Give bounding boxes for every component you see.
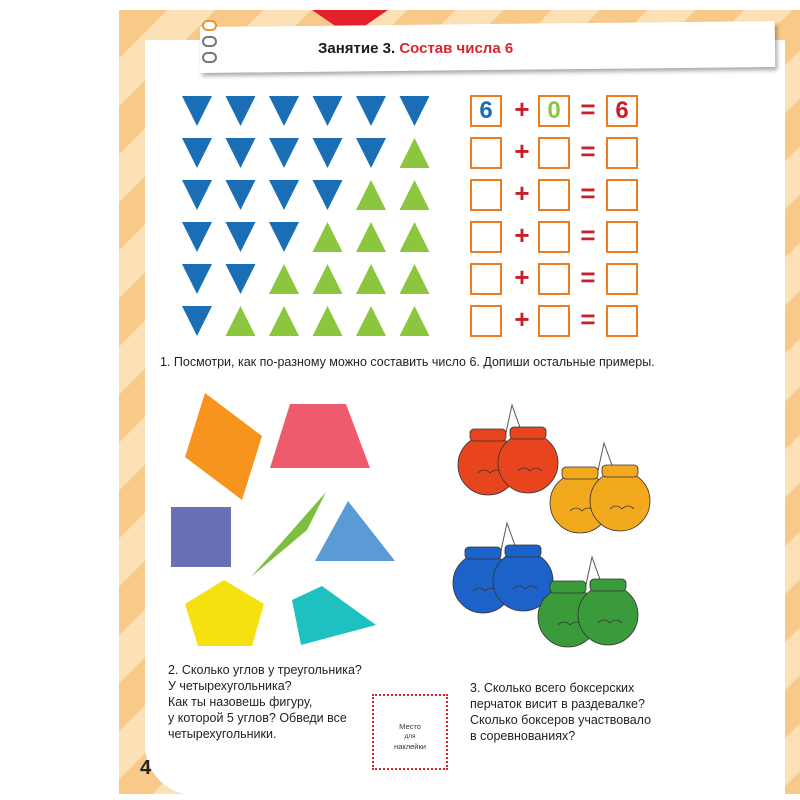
- answer-box[interactable]: [470, 137, 502, 169]
- answer-box[interactable]: [470, 305, 502, 337]
- task3-text: [470, 680, 651, 744]
- equation-row: [470, 305, 640, 337]
- blue-triangle: [226, 264, 256, 294]
- blue-triangle: [226, 138, 256, 168]
- geometric-shapes: [165, 388, 405, 653]
- equation-row: [470, 221, 640, 253]
- answer-box[interactable]: [606, 137, 638, 169]
- answer-box[interactable]: [606, 305, 638, 337]
- green-triangle: [400, 264, 430, 294]
- triangle-grid: [170, 88, 430, 343]
- quadrilateral-shape[interactable]: [292, 586, 376, 645]
- red-glove-pair[interactable]: [458, 405, 558, 495]
- task2-line: у которой 5 углов? Обведи все: [168, 711, 347, 725]
- sticker-label: для: [404, 733, 416, 740]
- green-triangle: [313, 306, 343, 336]
- triangle-shape[interactable]: [315, 501, 395, 561]
- answer-box[interactable]: [606, 179, 638, 211]
- answer-box[interactable]: [606, 263, 638, 295]
- pentagon-shape[interactable]: [185, 580, 264, 646]
- blue-triangle: [182, 264, 212, 294]
- blue-triangle: [182, 96, 212, 126]
- binder-ring-icon: [202, 20, 217, 31]
- green-triangle: [356, 306, 386, 336]
- green-triangle: [400, 138, 430, 168]
- answer-box[interactable]: [538, 179, 570, 211]
- sticker-label: Место: [399, 722, 421, 731]
- plus-sign: +: [514, 262, 530, 292]
- answer-box[interactable]: 6: [606, 95, 638, 127]
- answer-box[interactable]: [470, 179, 502, 211]
- trapezoid-shape[interactable]: [270, 404, 370, 468]
- blue-triangle: [226, 96, 256, 126]
- green-triangle: [356, 222, 386, 252]
- task2-line: У четырехугольника?: [168, 679, 292, 693]
- blue-triangle: [182, 222, 212, 252]
- equals-sign: =: [580, 178, 596, 208]
- task2-line: 2. Сколько углов у треугольника?: [168, 663, 362, 677]
- blue-triangle: [269, 138, 299, 168]
- plus-sign: +: [514, 304, 530, 334]
- task1-text: 1. Посмотри, как по-разному можно составить число 6. Допиши остальные примеры.: [160, 355, 655, 369]
- thin-triangle-shape[interactable]: [251, 492, 326, 577]
- square-shape[interactable]: [171, 507, 231, 567]
- blue-triangle: [226, 222, 256, 252]
- blue-triangle: [356, 138, 386, 168]
- answer-box[interactable]: [538, 221, 570, 253]
- blue-triangle: [182, 306, 212, 336]
- answer-box[interactable]: [470, 263, 502, 295]
- sticker-place[interactable]: [372, 694, 448, 770]
- boxing-gloves-illustration: [440, 395, 660, 665]
- equation-row: [470, 137, 640, 169]
- yellow-glove-pair[interactable]: [550, 443, 650, 533]
- answer-box[interactable]: [538, 137, 570, 169]
- green-triangle: [313, 222, 343, 252]
- plus-sign: +: [514, 178, 530, 208]
- page-number: 4: [140, 757, 152, 779]
- task2-line: четырехугольники.: [168, 727, 277, 741]
- sticker-label: наклейки: [394, 742, 426, 751]
- equation-row: [470, 95, 640, 127]
- lesson-topic: Состав числа 6: [399, 40, 514, 57]
- blue-triangle: [182, 180, 212, 210]
- equation-row: [470, 179, 640, 211]
- answer-box[interactable]: 6: [470, 95, 502, 127]
- lesson-label: Занятие 3.: [318, 40, 396, 57]
- blue-triangle: [269, 180, 299, 210]
- answer-box[interactable]: [606, 221, 638, 253]
- binder-ring-icon: [202, 36, 217, 47]
- task3-line: Сколько боксеров участвовало: [470, 713, 652, 727]
- answer-box[interactable]: [470, 221, 502, 253]
- task2-text: [168, 662, 362, 742]
- blue-triangle: [356, 96, 386, 126]
- task2-line: Как ты назовешь фигуру,: [168, 695, 313, 709]
- equals-sign: =: [580, 220, 596, 250]
- green-triangle: [226, 306, 256, 336]
- green-triangle: [269, 306, 299, 336]
- equals-sign: =: [580, 136, 596, 166]
- green-triangle: [356, 264, 386, 294]
- green-glove-pair[interactable]: [538, 557, 638, 647]
- blue-triangle: [182, 138, 212, 168]
- answer-box[interactable]: 0: [538, 95, 570, 127]
- task3-line: в соревнованиях?: [470, 729, 576, 743]
- green-triangle: [400, 222, 430, 252]
- green-triangle: [400, 306, 430, 336]
- blue-triangle: [313, 180, 343, 210]
- rhombus-shape[interactable]: [185, 393, 262, 500]
- equals-sign: =: [580, 94, 596, 124]
- green-triangle: [356, 180, 386, 210]
- blue-triangle: [226, 180, 256, 210]
- equals-sign: =: [580, 262, 596, 292]
- plus-sign: +: [514, 220, 530, 250]
- lesson-title: [318, 40, 513, 57]
- equation-row: [470, 263, 640, 295]
- green-triangle: [269, 264, 299, 294]
- blue-triangle: [400, 96, 430, 126]
- blue-triangle: [313, 96, 343, 126]
- plus-sign: +: [514, 136, 530, 166]
- blue-glove-pair[interactable]: [453, 523, 553, 613]
- blue-triangle: [269, 222, 299, 252]
- binder-ring-icon: [202, 52, 217, 63]
- task3-line: 3. Сколько всего боксерских: [470, 681, 635, 695]
- answer-box[interactable]: [538, 305, 570, 337]
- green-triangle: [313, 264, 343, 294]
- blue-triangle: [269, 96, 299, 126]
- equals-sign: =: [580, 304, 596, 334]
- task3-line: перчаток висит в раздевалке?: [470, 697, 645, 711]
- blue-triangle: [313, 138, 343, 168]
- plus-sign: +: [514, 94, 530, 124]
- answer-box[interactable]: [538, 263, 570, 295]
- green-triangle: [400, 180, 430, 210]
